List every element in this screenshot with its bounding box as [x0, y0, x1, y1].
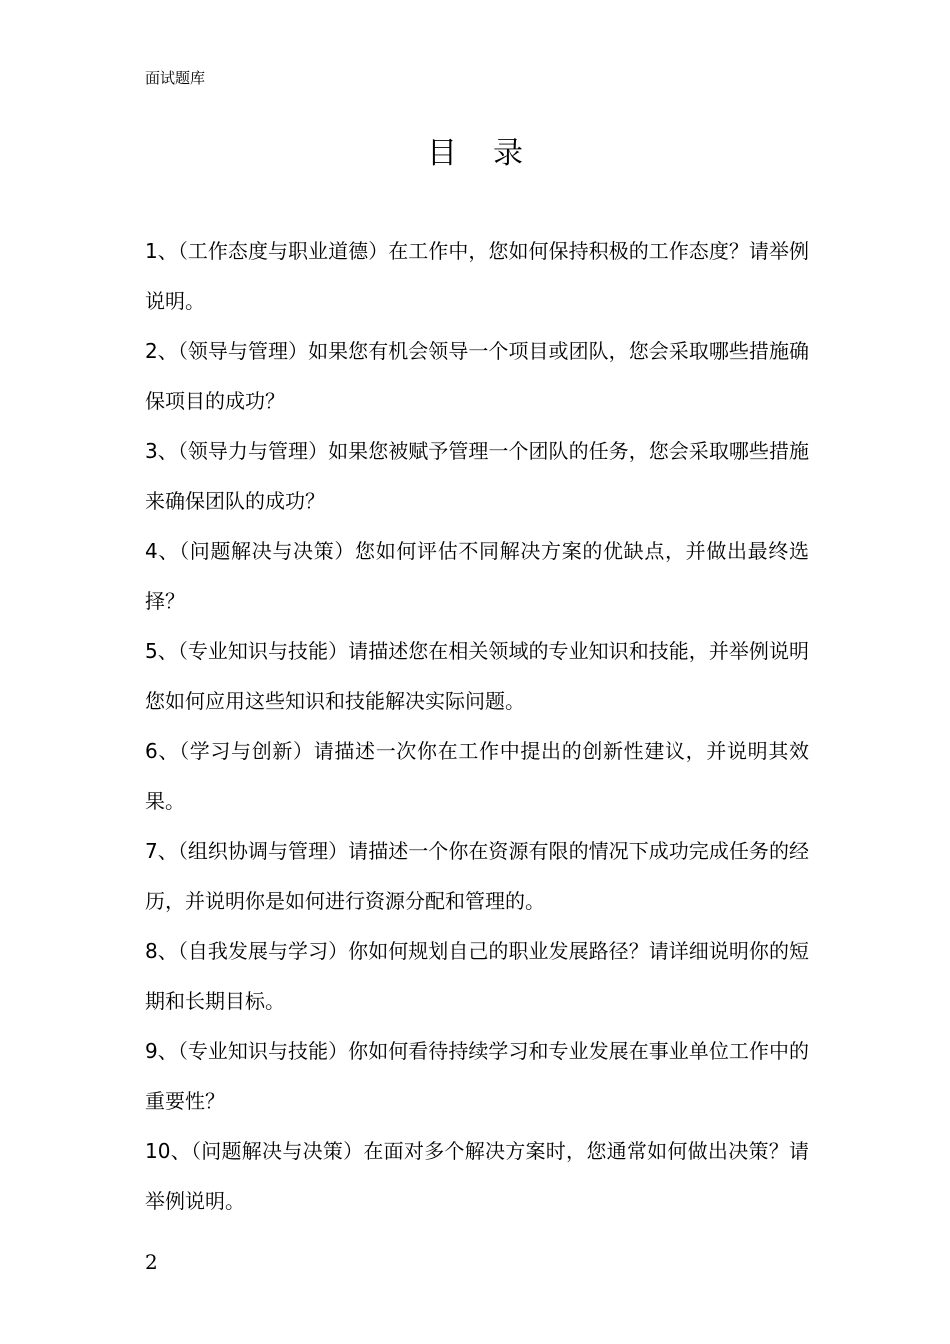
toc-list [145, 226, 809, 1226]
toc-item-text: （自我发展与学习）你如何规划自己的职业发展路径？请详细说明你的短期和长期目标。 [145, 939, 810, 1013]
page-number: 2 [145, 1250, 158, 1274]
toc-item-number: 4、 [145, 539, 180, 563]
toc-item-number: 1、 [145, 239, 178, 263]
toc-item [145, 726, 809, 826]
toc-item-text: （组织协调与管理）请描述一个你在资源有限的情况下成功完成任务的经历，并说明你是如何进行资源分配和管理的。 [145, 839, 810, 913]
toc-item-text: （问题解决与决策）您如何评估不同解决方案的优缺点，并做出最终选择？ [145, 539, 809, 613]
page-header: 面试题库 [145, 69, 206, 87]
toc-item [145, 526, 809, 626]
toc-item-number: 8、 [145, 939, 178, 963]
toc-item [145, 926, 809, 1026]
toc-title: 目录 [427, 136, 559, 171]
toc-item-text: （专业知识与技能）你如何看待持续学习和专业发展在事业单位工作中的重要性？ [145, 1039, 810, 1113]
toc-item-text: （领导与管理）如果您有机会领导一个项目或团队，您会采取哪些措施确保项目的成功？ [145, 339, 810, 413]
toc-item-number: 9、 [145, 1039, 178, 1063]
toc-item [145, 426, 809, 526]
toc-item-number: 7、 [145, 839, 178, 863]
toc-item-number: 5、 [145, 639, 178, 663]
toc-item [145, 1126, 809, 1226]
toc-item-number: 6、 [145, 739, 180, 763]
toc-item [145, 1026, 809, 1126]
toc-item-number: 3、 [145, 439, 178, 463]
toc-item [145, 826, 809, 926]
toc-item-text: （学习与创新）请描述一次你在工作中提出的创新性建议，并说明其效果。 [145, 739, 809, 813]
toc-item [145, 326, 809, 426]
toc-item-number: 2、 [145, 339, 178, 363]
toc-item-number: 10、 [145, 1139, 191, 1163]
toc-item-text: （问题解决与决策）在面对多个解决方案时，您通常如何做出决策？请举例说明。 [145, 1139, 809, 1213]
toc-item-text: （工作态度与职业道德）在工作中，您如何保持积极的工作态度？请举例说明。 [145, 239, 810, 313]
toc-item [145, 626, 809, 726]
toc-item [145, 226, 809, 326]
toc-item-text: （领导力与管理）如果您被赋予管理一个团队的任务，您会采取哪些措施来确保团队的成功？ [145, 439, 810, 513]
toc-item-text: （专业知识与技能）请描述您在相关领域的专业知识和技能，并举例说明您如何应用这些知识和技能解决实际问题。 [145, 639, 810, 713]
